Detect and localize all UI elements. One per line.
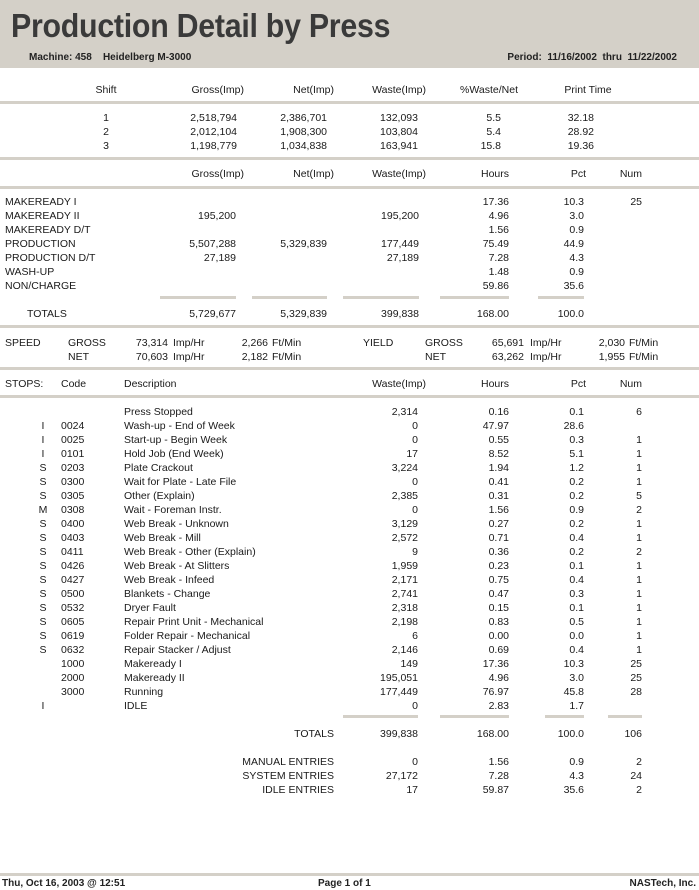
header-print-time: Print Time	[564, 84, 612, 96]
category-row-num: 25	[630, 196, 642, 208]
separator	[0, 325, 699, 328]
stops-summary-hours: 7.28	[488, 770, 509, 782]
stop-row-type: M	[38, 504, 48, 516]
stop-row-num: 1	[636, 532, 642, 544]
category-row-waste: 177,449	[381, 238, 419, 250]
shift-row-print-time: 28.92	[567, 126, 594, 138]
stops-summary-hours: 1.56	[488, 756, 509, 768]
stop-row-hours: 0.27	[488, 518, 509, 530]
stop-row-hours: 0.16	[488, 406, 509, 418]
stop-row-waste: 149	[400, 658, 418, 670]
separator	[0, 186, 699, 189]
stop-row-pct: 0.1	[569, 602, 584, 614]
stop-row-num: 1	[636, 588, 642, 600]
stop-row-pct: 0.2	[569, 518, 584, 530]
category-row-gross: 195,200	[198, 210, 236, 222]
period-info	[507, 52, 677, 63]
shift-row-pct-waste-net: 15.8	[480, 140, 501, 152]
stop-row-type: S	[39, 616, 47, 628]
stop-row-waste: 6	[412, 630, 418, 642]
stops-totals-waste: 399,838	[380, 728, 418, 740]
stop-row-description: Repair Stacker / Adjust	[124, 644, 231, 656]
category-row-gross: 27,189	[203, 252, 236, 264]
stop-row-code: 0426	[61, 560, 85, 572]
stop-row-num: 5	[636, 490, 642, 502]
stops-totals-label: TOTALS	[294, 728, 334, 740]
category-row-category: MAKEREADY I	[5, 196, 77, 208]
period-label: Period:	[507, 52, 542, 63]
stop-row-waste: 195,051	[380, 672, 418, 684]
category-row-pct: 10.3	[563, 196, 584, 208]
stop-row-description: Web Break - Infeed	[124, 574, 215, 586]
speed-gross-ft: 2,266	[241, 337, 268, 349]
stop-row-waste: 3,129	[391, 518, 418, 530]
speed-net-imp-unit: Imp/Hr	[173, 351, 205, 363]
stop-row-description: Plate Crackout	[124, 462, 193, 474]
header-net: Net(Imp)	[293, 168, 334, 180]
category-row-pct: 0.9	[569, 224, 584, 236]
header-shift: Shift	[95, 84, 117, 96]
stop-row-pct: 0.9	[569, 504, 584, 516]
category-row-category: PRODUCTION D/T	[5, 252, 96, 264]
print-timestamp: Thu, Oct 16, 2003 @ 12:51	[2, 878, 126, 889]
total-underline	[343, 296, 419, 299]
shift-row-shift: 3	[103, 140, 109, 152]
stop-row-code: 1000	[61, 658, 85, 670]
stop-row-pct: 1.2	[569, 462, 584, 474]
stop-row-type: S	[39, 490, 47, 502]
category-row-pct: 44.9	[563, 238, 584, 250]
stop-row-code: 0400	[61, 518, 85, 530]
stop-row-code: 3000	[61, 686, 85, 698]
stop-row-type: S	[39, 588, 47, 600]
stop-row-hours: 0.23	[488, 560, 509, 572]
machine-number: 458	[75, 52, 92, 63]
stop-row-hours: 0.75	[488, 574, 509, 586]
stop-row-hours: 1.94	[488, 462, 509, 474]
company-name: NASTech, Inc.	[629, 878, 696, 889]
stop-row-description: Makeready I	[124, 658, 182, 670]
stop-row-num: 2	[636, 546, 642, 558]
yield-gross-imp: 65,691	[491, 337, 524, 349]
stop-row-code: 0305	[61, 490, 85, 502]
stop-row-pct: 0.5	[569, 616, 584, 628]
period-start: 11/16/2002	[547, 52, 597, 63]
stop-row-description: Blankets - Change	[124, 588, 211, 600]
stop-row-code: 0500	[61, 588, 85, 600]
yield-net-ft-unit: Ft/Min	[629, 351, 659, 363]
stop-row-description: Makeready II	[124, 672, 185, 684]
stops-summary-waste: 17	[406, 784, 418, 796]
stop-row-pct: 5.1	[569, 448, 584, 460]
shift-row-shift: 2	[103, 126, 109, 138]
speed-net-imp: 70,603	[135, 351, 168, 363]
stop-row-hours: 76.97	[482, 686, 509, 698]
stop-row-description: Other (Explain)	[124, 490, 195, 502]
stops-summary-num: 24	[630, 770, 642, 782]
stops-summary-pct: 4.3	[569, 770, 584, 782]
stops-summary-label: IDLE ENTRIES	[262, 784, 334, 796]
stop-row-pct: 0.2	[569, 476, 584, 488]
stop-row-num: 6	[636, 406, 642, 418]
stop-row-description: Web Break - Other (Explain)	[124, 546, 256, 558]
stop-row-num: 2	[636, 504, 642, 516]
speed-net-ft-unit: Ft/Min	[272, 351, 302, 363]
stop-row-code: 0532	[61, 602, 85, 614]
category-row-category: MAKEREADY D/T	[5, 224, 91, 236]
yield-gross-ft-unit: Ft/Min	[629, 337, 659, 349]
total-underline	[252, 296, 327, 299]
stop-row-code: 0203	[61, 462, 85, 474]
stop-row-hours: 0.83	[488, 616, 509, 628]
total-underline	[538, 296, 584, 299]
separator	[0, 101, 699, 104]
total-underline	[608, 715, 642, 718]
stops-totals-hours: 168.00	[476, 728, 509, 740]
stop-row-description: Web Break - Unknown	[124, 518, 229, 530]
category-row-pct: 0.9	[569, 266, 584, 278]
stop-row-num: 1	[636, 630, 642, 642]
stops-summary-label: SYSTEM ENTRIES	[242, 770, 334, 782]
header-hours: Hours	[480, 168, 509, 180]
stop-row-hours: 0.15	[488, 602, 509, 614]
speed-net-label: NET	[68, 351, 89, 363]
header-pct-waste-net: %Waste/Net	[460, 84, 518, 96]
period-thru: thru	[602, 52, 622, 63]
stop-row-pct: 45.8	[563, 686, 584, 698]
category-row-pct: 4.3	[569, 252, 584, 264]
stop-row-hours: 0.31	[488, 490, 509, 502]
shift-row-print-time: 19.36	[567, 140, 594, 152]
stops-summary-pct: 35.6	[563, 784, 584, 796]
page-number: Page 1 of 1	[318, 878, 371, 889]
shift-row-gross: 2,518,794	[190, 112, 237, 124]
category-row-category: NON/CHARGE	[5, 280, 77, 292]
stop-row-description: Press Stopped	[124, 406, 193, 418]
stop-row-hours: 0.00	[488, 630, 509, 642]
stop-row-code: 0300	[61, 476, 85, 488]
stop-row-description: Repair Print Unit - Mechanical	[124, 616, 264, 628]
stop-row-waste: 9	[412, 546, 418, 558]
stop-row-code: 0101	[61, 448, 85, 460]
stop-row-description: Wait - Foreman Instr.	[124, 504, 222, 516]
category-row-pct: 35.6	[563, 280, 584, 292]
footer-separator	[0, 873, 699, 876]
stop-row-waste: 2,741	[391, 588, 418, 600]
category-totals-hours: 168.00	[476, 308, 509, 320]
stop-row-waste: 3,224	[391, 462, 418, 474]
stop-row-waste: 177,449	[380, 686, 418, 698]
stop-row-code: 0632	[61, 644, 85, 656]
stops-totals-num: 106	[624, 728, 642, 740]
stop-row-waste: 2,146	[391, 644, 418, 656]
stop-row-pct: 0.3	[569, 434, 584, 446]
report-header	[0, 0, 699, 68]
stop-row-description: Wash-up - End of Week	[124, 420, 235, 432]
speed-gross-imp-unit: Imp/Hr	[173, 337, 205, 349]
stop-row-code: 0411	[61, 546, 84, 558]
shift-row-net: 1,034,838	[280, 140, 327, 152]
yield-label: YIELD	[363, 337, 394, 349]
stop-row-type: I	[41, 420, 45, 432]
stop-row-type: S	[39, 560, 47, 572]
header-num: Num	[619, 168, 642, 180]
yield-gross-imp-unit: Imp/Hr	[530, 337, 562, 349]
header-pct: Pct	[570, 168, 586, 180]
stop-row-pct: 0.2	[569, 546, 584, 558]
stop-row-code: 0619	[61, 630, 85, 642]
stop-row-pct: 28.6	[563, 420, 584, 432]
header-waste: Waste(Imp)	[372, 168, 426, 180]
stops-summary-num: 2	[636, 756, 642, 768]
stop-row-pct: 0.4	[569, 574, 584, 586]
total-underline	[440, 296, 509, 299]
header-pct: Pct	[570, 378, 586, 390]
shift-row-waste: 103,804	[380, 126, 418, 138]
stop-row-waste: 2,171	[391, 574, 418, 586]
stop-row-type: I	[41, 448, 45, 460]
stops-summary-waste: 0	[412, 756, 418, 768]
total-underline	[545, 715, 584, 718]
separator	[0, 157, 699, 160]
stop-row-description: Dryer Fault	[124, 602, 176, 614]
yield-net-label: NET	[425, 351, 446, 363]
category-row-net: 5,329,839	[280, 238, 327, 250]
total-underline	[343, 715, 418, 718]
shift-row-waste: 163,941	[380, 140, 418, 152]
shift-row-net: 2,386,701	[280, 112, 327, 124]
shift-row-pct-waste-net: 5.4	[486, 126, 501, 138]
category-totals-net: 5,329,839	[280, 308, 327, 320]
header-waste: Waste(Imp)	[372, 84, 426, 96]
stop-row-num: 25	[630, 658, 642, 670]
stop-row-type: S	[39, 462, 47, 474]
stop-row-code: 0025	[61, 434, 85, 446]
category-row-hours: 59.86	[482, 280, 509, 292]
stop-row-description: Wait for Plate - Late File	[124, 476, 237, 488]
stop-row-type: I	[41, 434, 45, 446]
report-title: Production Detail by Press	[11, 7, 391, 44]
stop-row-num: 1	[636, 574, 642, 586]
stop-row-type: S	[39, 546, 47, 558]
stop-row-pct: 0.1	[569, 406, 584, 418]
stop-row-waste: 0	[412, 434, 418, 446]
stop-row-description: IDLE	[124, 700, 148, 712]
shift-row-waste: 132,093	[380, 112, 418, 124]
speed-label: SPEED	[5, 337, 41, 349]
machine-name: Heidelberg M-3000	[102, 52, 192, 63]
stop-row-waste: 0	[412, 420, 418, 432]
stop-row-waste: 1,959	[391, 560, 418, 572]
category-row-waste: 27,189	[386, 252, 419, 264]
yield-gross-label: GROSS	[425, 337, 463, 349]
total-underline	[440, 715, 509, 718]
stop-row-description: Hold Job (End Week)	[124, 448, 224, 460]
speed-gross-ft-unit: Ft/Min	[272, 337, 302, 349]
speed-gross-imp: 73,314	[135, 337, 168, 349]
yield-net-imp: 63,262	[491, 351, 524, 363]
stop-row-pct: 0.4	[569, 644, 584, 656]
stop-row-description: Running	[124, 686, 164, 698]
stop-row-hours: 1.56	[488, 504, 509, 516]
stop-row-num: 1	[636, 560, 642, 572]
category-totals-label: TOTALS	[27, 308, 67, 320]
stops-summary-label: MANUAL ENTRIES	[242, 756, 334, 768]
header-net: Net(Imp)	[293, 84, 334, 96]
stop-row-type: S	[39, 644, 47, 656]
stop-row-code: 0427	[61, 574, 85, 586]
stop-row-waste: 2,572	[391, 532, 418, 544]
stop-row-num: 1	[636, 602, 642, 614]
stop-row-hours: 0.36	[488, 546, 509, 558]
stop-row-num: 1	[636, 616, 642, 628]
category-row-gross: 5,507,288	[189, 238, 236, 250]
separator	[0, 395, 699, 398]
stop-row-description: Folder Repair - Mechanical	[124, 630, 251, 642]
shift-row-gross: 1,198,779	[190, 140, 237, 152]
speed-net-ft: 2,182	[241, 351, 268, 363]
stop-row-type: S	[39, 518, 47, 530]
stops-summary-hours: 59.87	[482, 784, 509, 796]
stop-row-hours: 8.52	[488, 448, 509, 460]
category-row-category: WASH-UP	[5, 266, 55, 278]
stop-row-pct: 0.4	[569, 532, 584, 544]
total-underline	[160, 296, 236, 299]
stop-row-hours: 47.97	[482, 420, 509, 432]
stop-row-waste: 2,198	[391, 616, 418, 628]
separator	[0, 367, 699, 370]
stop-row-waste: 17	[406, 448, 418, 460]
stop-row-hours: 4.96	[488, 672, 509, 684]
stop-row-code: 2000	[61, 672, 85, 684]
category-row-pct: 3.0	[569, 210, 584, 222]
stop-row-pct: 10.3	[563, 658, 584, 670]
yield-net-imp-unit: Imp/Hr	[530, 351, 562, 363]
stop-row-waste: 2,385	[391, 490, 418, 502]
header-num: Num	[619, 378, 642, 390]
machine-label: Machine:	[29, 52, 73, 63]
category-totals-gross: 5,729,677	[189, 308, 236, 320]
stop-row-hours: 0.69	[488, 644, 509, 656]
yield-gross-ft: 2,030	[598, 337, 625, 349]
shift-row-gross: 2,012,104	[190, 126, 237, 138]
category-totals-pct: 100.0	[557, 308, 584, 320]
machine-info	[29, 52, 191, 63]
category-row-hours: 17.36	[482, 196, 509, 208]
category-row-category: PRODUCTION	[5, 238, 76, 250]
stop-row-type: S	[39, 532, 47, 544]
stop-row-pct: 0.3	[569, 588, 584, 600]
stop-row-num: 1	[636, 434, 642, 446]
stop-row-pct: 0.1	[569, 560, 584, 572]
stop-row-hours: 0.71	[488, 532, 509, 544]
category-row-hours: 4.96	[488, 210, 509, 222]
stop-row-num: 1	[636, 476, 642, 488]
stop-row-hours: 17.36	[482, 658, 509, 670]
stop-row-hours: 0.47	[488, 588, 509, 600]
stop-row-num: 28	[630, 686, 642, 698]
shift-row-net: 1,908,300	[280, 126, 327, 138]
header-code: Code	[61, 378, 87, 390]
stop-row-description: Start-up - Begin Week	[124, 434, 228, 446]
yield-net-ft: 1,955	[598, 351, 625, 363]
period-end: 11/22/2002	[627, 52, 677, 63]
stop-row-type: S	[39, 602, 47, 614]
stop-row-code: 0605	[61, 616, 85, 628]
header-waste: Waste(Imp)	[372, 378, 426, 390]
stop-row-description: Web Break - Mill	[124, 532, 201, 544]
stop-row-pct: 0.2	[569, 490, 584, 502]
stop-row-num: 1	[636, 448, 642, 460]
stop-row-waste: 2,318	[391, 602, 418, 614]
stop-row-type: I	[41, 700, 45, 712]
stop-row-description: Web Break - At Slitters	[124, 560, 230, 572]
stop-row-num: 1	[636, 462, 642, 474]
stop-row-num: 25	[630, 672, 642, 684]
header-hours: Hours	[480, 378, 509, 390]
category-row-hours: 1.56	[488, 224, 509, 236]
stops-summary-pct: 0.9	[569, 756, 584, 768]
shift-row-print-time: 32.18	[567, 112, 594, 124]
stop-row-hours: 0.41	[488, 476, 509, 488]
stop-row-pct: 3.0	[569, 672, 584, 684]
stop-row-num: 1	[636, 644, 642, 656]
stop-row-code: 0308	[61, 504, 85, 516]
stop-row-waste: 0	[412, 476, 418, 488]
stop-row-num: 1	[636, 518, 642, 530]
category-row-hours: 75.49	[482, 238, 509, 250]
category-row-waste: 195,200	[381, 210, 419, 222]
stop-row-waste: 0	[412, 504, 418, 516]
stop-row-type: S	[39, 476, 47, 488]
stop-row-pct: 1.7	[569, 700, 584, 712]
stop-row-hours: 2.83	[488, 700, 509, 712]
category-row-category: MAKEREADY II	[5, 210, 80, 222]
stops-totals-pct: 100.0	[557, 728, 584, 740]
stops-summary-num: 2	[636, 784, 642, 796]
header-gross: Gross(Imp)	[191, 84, 244, 96]
stop-row-pct: 0.0	[569, 630, 584, 642]
stop-row-code: 0403	[61, 532, 85, 544]
stops-summary-waste: 27,172	[385, 770, 418, 782]
stop-row-waste: 0	[412, 700, 418, 712]
header-description: Description	[124, 378, 177, 390]
category-row-hours: 1.48	[488, 266, 509, 278]
stop-row-hours: 0.55	[488, 434, 509, 446]
shift-row-shift: 1	[103, 112, 109, 124]
header-gross: Gross(Imp)	[191, 168, 244, 180]
stop-row-type: S	[39, 630, 47, 642]
header-stops: STOPS:	[5, 378, 44, 390]
category-row-hours: 7.28	[488, 252, 509, 264]
shift-row-pct-waste-net: 5.5	[486, 112, 501, 124]
category-totals-waste: 399,838	[381, 308, 419, 320]
stop-row-type: S	[39, 574, 47, 586]
stop-row-code: 0024	[61, 420, 85, 432]
speed-gross-label: GROSS	[68, 337, 106, 349]
stop-row-waste: 2,314	[391, 406, 418, 418]
